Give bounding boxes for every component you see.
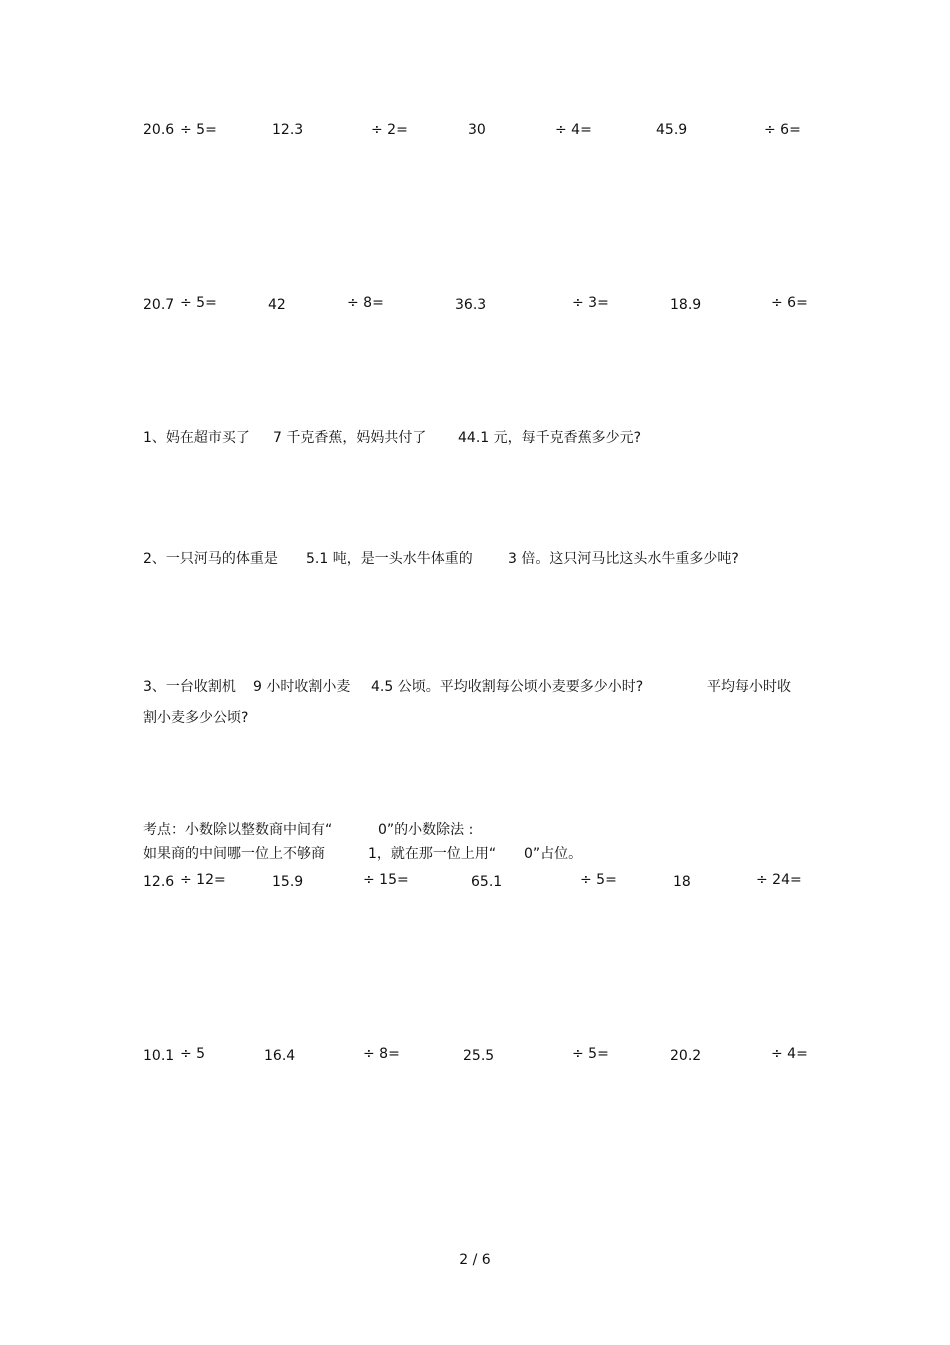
row1-dividend-3: 30 — [468, 122, 486, 138]
row2-dividend-1: 20.7 — [143, 297, 175, 313]
row1-divisor-4: ÷ 6= — [764, 122, 801, 138]
row3-divisor-3: ÷ 5= — [580, 872, 617, 888]
row2-dividend-3: 36.3 — [455, 297, 487, 313]
row3-dividend-2: 15.9 — [272, 874, 304, 890]
row1-dividend-1: 20.6 — [143, 122, 175, 138]
row1-dividend-4: 45.9 — [656, 122, 688, 138]
row3-dividend-3: 65.1 — [471, 874, 503, 890]
row1-divisor-1: ÷ 5= — [180, 122, 217, 138]
row3-divisor-2: ÷ 15= — [363, 872, 409, 888]
row4-dividend-3: 25.5 — [463, 1048, 495, 1064]
row4-dividend-1: 10.1 — [143, 1048, 175, 1064]
page-number: 2 / 6 — [459, 1252, 491, 1268]
row4-divisor-1: ÷ 5 — [180, 1046, 206, 1062]
row2-divisor-2: ÷ 8= — [347, 295, 384, 311]
row4-divisor-4: ÷ 4= — [771, 1046, 808, 1062]
row1-divisor-2: ÷ 2= — [371, 122, 408, 138]
row1-divisor-3: ÷ 4= — [555, 122, 592, 138]
row4-dividend-4: 20.2 — [670, 1048, 702, 1064]
row4-divisor-3: ÷ 5= — [572, 1046, 609, 1062]
row4-dividend-2: 16.4 — [264, 1048, 296, 1064]
row3-divisor-4: ÷ 24= — [756, 872, 802, 888]
row2-divisor-4: ÷ 6= — [771, 295, 808, 311]
row2-dividend-4: 18.9 — [670, 297, 702, 313]
row3-dividend-1: 12.6 — [143, 874, 175, 890]
row1-dividend-2: 12.3 — [272, 122, 304, 138]
row2-dividend-2: 42 — [268, 297, 286, 313]
row2-divisor-1: ÷ 5= — [180, 295, 217, 311]
row4-divisor-2: ÷ 8= — [363, 1046, 400, 1062]
row2-divisor-3: ÷ 3= — [572, 295, 609, 311]
row3-divisor-1: ÷ 12= — [180, 872, 226, 888]
row3-dividend-4: 18 — [673, 874, 691, 890]
